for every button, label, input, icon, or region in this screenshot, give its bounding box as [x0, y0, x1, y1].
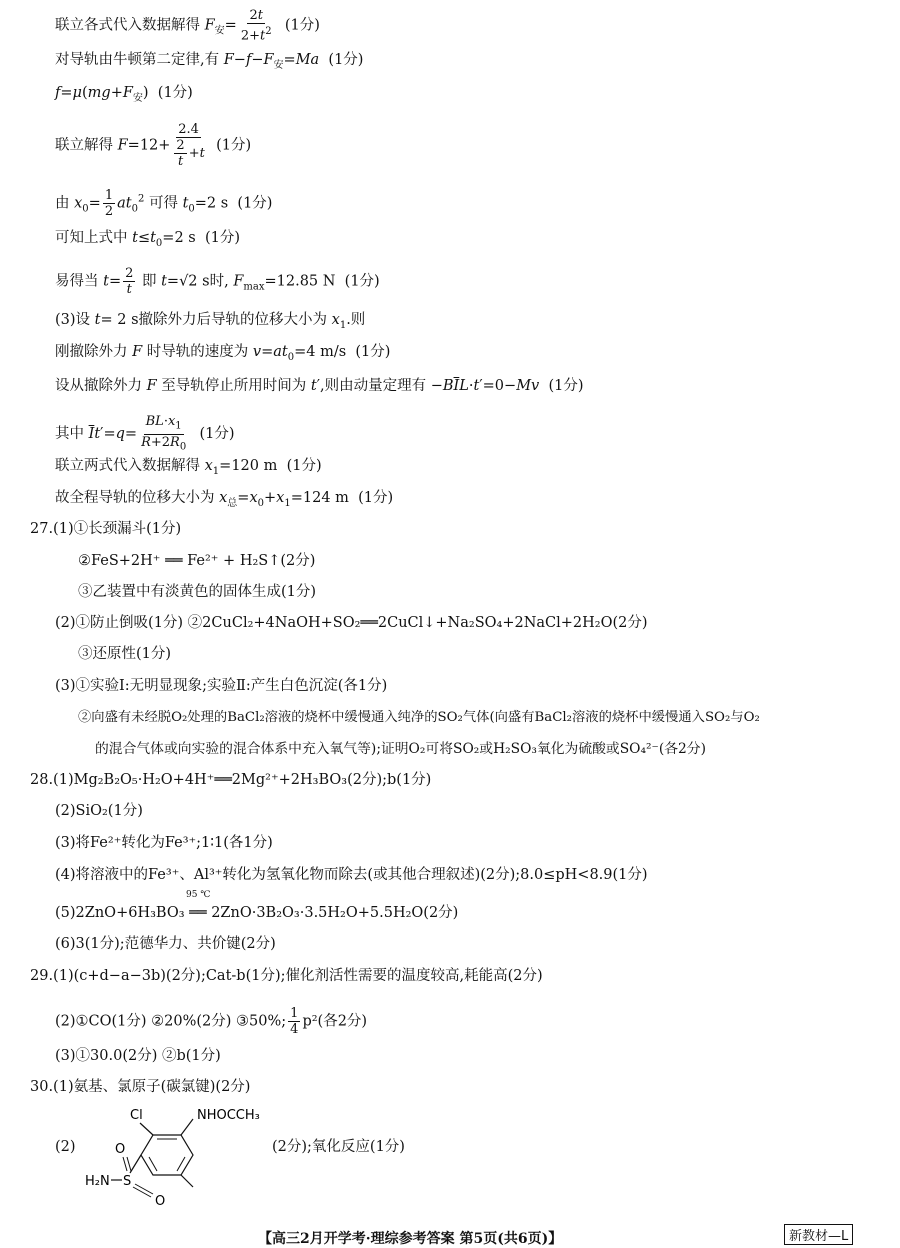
- q28-line-5: (5)2ZnO+6H₃BO₃ ══ 2ZnO·3B₂O₃·3.5H₂O+5.5H₂O(2分): [55, 905, 459, 921]
- answer-line-2: 对导轨由牛顿第二定律,有 $F-f-F_安=Ma$ (1分): [55, 52, 364, 71]
- q29-line-3: (3)①30.0(2分) ②b(1分): [55, 1048, 221, 1064]
- q29-line-2: (2)①CO(1分) ②20%(2分) ③50%; $\frac{1}{4}$ p²(各2分): [55, 1006, 368, 1037]
- oxygen-bottom-label: O: [155, 1194, 166, 1209]
- q28-line-1: 28.(1)Mg₂B₂O₅·H₂O+4H⁺══2Mg²⁺+2H₃BO₃(2分);b(1分): [30, 772, 432, 788]
- q27-line-2: ②FeS+2H⁺ ══ Fe²⁺ + H₂S↑(2分): [78, 553, 316, 569]
- answer-line-10: 设从撤除外力 F 至导轨停止所用时间为 t′,则由动量定理有 $-B\overline{I}L\cdot t'=0-Mv$ (1分): [55, 378, 584, 394]
- amine-label: H₂N: [85, 1174, 110, 1189]
- oxygen-top-label: O: [115, 1142, 126, 1157]
- q28-line-4: (4)将溶液中的Fe³⁺、Al³⁺转化为氢氧化物而除去(或其他合理叙述)(2分);8.0≤pH<8.9(1分): [55, 867, 648, 883]
- answer-line-4: 联立解得 F=12+ 2.4 $\frac{2}{t}$ +t (1分): [55, 122, 252, 169]
- answer-line-6: 可知上式中 $t\le t_0=2$ s (1分): [55, 230, 240, 249]
- q30-line-2-num: (2): [55, 1139, 76, 1155]
- chlorine-label: Cl: [130, 1108, 143, 1123]
- answer-line-8: (3)设 t= 2 s撤除外力后导轨的位移大小为 $x_1$.则: [55, 312, 366, 331]
- q27-line-1: 27.(1)①长颈漏斗(1分): [30, 521, 182, 537]
- benzene-ring: [141, 1135, 193, 1175]
- q28-line-3: (3)将Fe²⁺转化为Fe³⁺;1∶1(各1分): [55, 835, 273, 851]
- q30-line-1: 30.(1)氨基、氯原子(碳氯键)(2分): [30, 1079, 251, 1095]
- sulfonamide-structure: [85, 1105, 285, 1210]
- acetamido-label: NHOCCH₃: [197, 1108, 260, 1123]
- edition-badge: 新教材—L: [784, 1224, 853, 1245]
- answer-line-13: 故全程导轨的位移大小为 $x_总=x_0+x_1=124$ m (1分): [55, 490, 394, 509]
- q27-line-6: (3)①实验Ⅰ:无明显现象;实验Ⅱ:产生白色沉淀(各1分): [55, 678, 388, 694]
- answer-line-5: 由 $x_0=$ $\frac{1}{2}$ $at_0^2$ 可得 $t_0=2$ s (1分): [55, 188, 273, 219]
- q27-line-5: ③还原性(1分): [78, 646, 172, 662]
- q27-line-4: (2)①防止倒吸(1分) ②2CuCl₂+4NaOH+SO₂══2CuCl↓+Na₂SO₄+2NaCl+2H₂O(2分): [55, 615, 648, 631]
- q28-line-6: (6)3(1分);范德华力、共价键(2分): [55, 936, 276, 952]
- answer-line-7: 易得当 t= $\frac{2}{t}$ 即 t=√2 s时, $F_{max}=12.85$ N (1分): [55, 266, 380, 297]
- q28-condition: 95 ℃: [186, 890, 211, 900]
- sulfur-label: S: [123, 1174, 132, 1189]
- answer-line-1: 联立各式代入数据解得 $F_安=$ $\frac{2t}{2+t^2}$ (1分): [55, 8, 320, 44]
- q30-line-2-score: (2分);氧化反应(1分): [272, 1139, 405, 1155]
- answer-line-9: 刚撤除外力 F 时导轨的速度为 $v=at_0=4$ m/s (1分): [55, 344, 391, 363]
- q28-line-2: (2)SiO₂(1分): [55, 803, 143, 819]
- q27-line-3: ③乙装置中有淡黄色的固体生成(1分): [78, 584, 317, 600]
- q27-line-7: ②向盛有未经脱O₂处理的BaCl₂溶液的烧杯中缓慢通入纯净的SO₂气体(向盛有BaCl₂溶液的烧杯中缓慢通入SO₂与O₂: [78, 710, 760, 725]
- answer-line-11: 其中 $\overline{I}t'=q=$ $\frac{BL\cdot x_1}{R+2R_0}$ (1分): [55, 414, 235, 453]
- q29-line-1: 29.(1)(c+d−a−3b)(2分);Cat-b(1分);催化剂活性需要的温度较高,耗能高(2分): [30, 968, 543, 984]
- q27-line-8: 的混合气体或向实验的混合体系中充入氧气等);证明O₂可将SO₂或H₂SO₃氧化为硫酸或SO₄²⁻(各2分): [95, 741, 706, 757]
- page-footer: 【高三2月开学考·理综参考答案 第5页(共6页)】: [258, 1231, 563, 1247]
- answer-line-3: $f=\mu(mg+F_安)$ (1分): [55, 85, 193, 104]
- answer-line-12: 联立两式代入数据解得 $x_1=120$ m (1分): [55, 458, 322, 477]
